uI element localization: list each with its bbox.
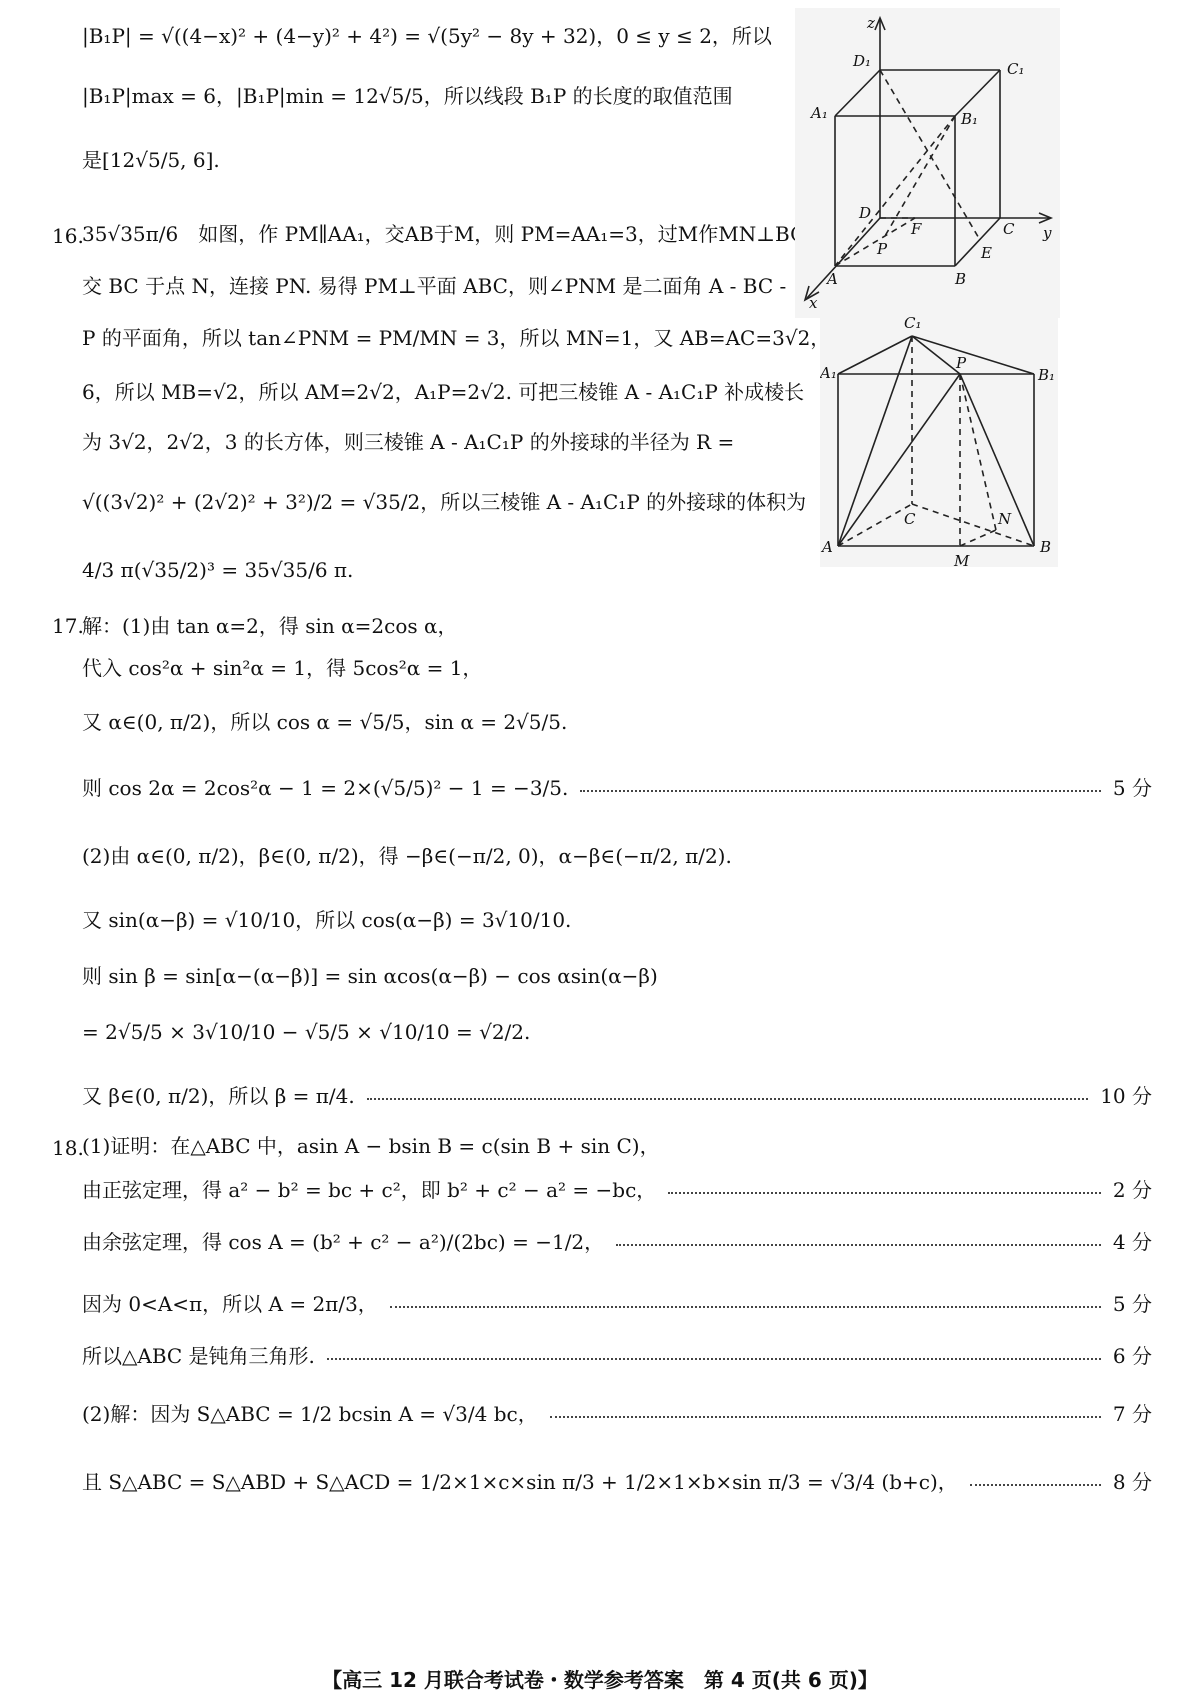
score-label: 5 分: [1112, 776, 1152, 800]
prism-figure: [820, 312, 1058, 567]
label-A: A: [827, 270, 838, 288]
step-text: 因为 0<A<π，所以 A = 2π/3，: [82, 1292, 378, 1316]
text-line: √((3√2)² + (2√2)² + 3²)/2 = √35/2，所以三棱锥 A - A₁C₁P 的外接球的体积为: [82, 490, 807, 514]
text-line: 解：(1)由 tan α=2，得 sin α=2cos α，: [82, 614, 458, 638]
scored-step: [82, 772, 1152, 801]
step-text: 又 β∈(0, π/2)，所以 β = π/4.: [82, 1084, 355, 1108]
label-A1: A₁: [811, 104, 828, 122]
hidden-edge: [838, 504, 912, 546]
label-P: P: [877, 240, 888, 258]
label-M: M: [954, 552, 970, 567]
cube-figure: [795, 8, 1060, 318]
label-B: B: [1040, 538, 1052, 556]
score-label: 8 分: [1112, 1470, 1152, 1494]
dot-leader: [550, 1416, 1101, 1418]
step-text: 所以△ABC 是钝角三角形.: [82, 1344, 315, 1368]
edge: [838, 374, 960, 546]
label-x: x: [809, 294, 818, 312]
label-F: F: [911, 220, 922, 238]
score-label: 5 分: [1112, 1292, 1152, 1316]
scored-step: [82, 1288, 1152, 1317]
score-label: 10 分: [1100, 1084, 1152, 1108]
label-D: D: [859, 204, 872, 222]
page-footer: 【高三 12 月联合考试卷・数学参考答案 第 4 页(共 6 页)】: [322, 1668, 878, 1692]
dot-leader: [390, 1306, 1101, 1308]
text-line: 6，所以 MB=√2，所以 AM=2√2，A₁P=2√2. 可把三棱锥 A - A₁C₁P 补成棱长: [82, 380, 805, 404]
dot-leader: [970, 1484, 1101, 1486]
step-text: 则 cos 2α = 2cos²α − 1 = 2×(√5/5)² − 1 = −3/5.: [82, 776, 569, 800]
label-z: z: [867, 14, 875, 32]
text-line: 又 sin(α−β) = √10/10，所以 cos(α−β) = 3√10/10.: [82, 908, 572, 932]
scored-step: [82, 1340, 1152, 1369]
score-label: 6 分: [1112, 1344, 1152, 1368]
text-line: 是[12√5/5, 6].: [82, 148, 220, 172]
question-number: 16.: [52, 224, 84, 248]
text-line: 交 BC 于点 N，连接 PN. 易得 PM⊥平面 ABC，则∠PNM 是二面角 A - BC -: [82, 274, 787, 298]
scored-step: [82, 1398, 1152, 1427]
label-C1: C₁: [1007, 60, 1025, 78]
step-text: (2)解：因为 S△ABC = 1/2 bcsin A = √3/4 bc，: [82, 1402, 538, 1426]
label-C: C: [904, 510, 916, 528]
scored-step: [82, 1080, 1152, 1109]
hidden-edge: [835, 116, 955, 266]
label-E: E: [981, 244, 992, 262]
label-B: B: [955, 270, 967, 288]
label-N: N: [998, 510, 1012, 528]
edge: [912, 336, 1034, 374]
scored-step: [82, 1174, 1152, 1203]
edge: [835, 70, 880, 116]
text-line: |B₁P|max = 6，|B₁P|min = 12√5/5，所以线段 B₁P 的长度的取值范围: [82, 84, 733, 108]
label-A: A: [822, 538, 833, 556]
text-line: (2)由 α∈(0, π/2)，β∈(0, π/2)，得 −β∈(−π/2, 0)，α−β∈(−π/2, π/2).: [82, 844, 732, 868]
step-text: 且 S△ABC = S△ABD + S△ACD = 1/2×1×c×sin π/3 + 1/2×1×b×sin π/3 = √3/4 (b+c)，: [82, 1470, 958, 1494]
edge: [955, 218, 1000, 266]
label-B1: B₁: [1038, 366, 1056, 384]
hidden-edge: [880, 70, 980, 240]
text-line: 又 α∈(0, π/2)，所以 cos α = √5/5，sin α = 2√5/5.: [82, 710, 568, 734]
label-C: C: [1003, 220, 1015, 238]
score-label: 7 分: [1112, 1402, 1152, 1426]
step-text: 由余弦定理，得 cos A = (b² + c² − a²)/(2bc) = −1/2，: [82, 1230, 605, 1254]
dot-leader: [668, 1192, 1101, 1194]
question-number: 17.: [52, 614, 84, 638]
dot-leader: [580, 790, 1101, 792]
hidden-edge: [960, 530, 996, 546]
score-label: 4 分: [1112, 1230, 1152, 1254]
label-C1: C₁: [904, 314, 922, 332]
label-y: y: [1043, 224, 1052, 242]
label-D1: D₁: [853, 52, 872, 70]
x-axis: [807, 218, 880, 298]
scored-step: [82, 1226, 1152, 1255]
edge: [912, 336, 960, 374]
scored-step: [82, 1466, 1152, 1495]
dot-leader: [367, 1098, 1088, 1100]
label-B1: B₁: [961, 110, 979, 128]
hidden-edge: [835, 218, 915, 266]
text-line: = 2√5/5 × 3√10/10 − √5/5 × √10/10 = √2/2.: [82, 1020, 531, 1044]
score-label: 2 分: [1112, 1178, 1152, 1202]
text-line: (1)证明：在△ABC 中，asin A − bsin B = c(sin B + sin C)，: [82, 1134, 660, 1158]
label-P: P: [956, 354, 967, 372]
dot-leader: [327, 1358, 1101, 1360]
dot-leader: [616, 1244, 1101, 1246]
text-line: 4/3 π(√35/2)³ = 35√35/6 π.: [82, 558, 354, 582]
text-line: 代入 cos²α + sin²α = 1，得 5cos²α = 1，: [82, 656, 483, 680]
text-line: P 的平面角，所以 tan∠PNM = PM/MN = 3，所以 MN=1，又 AB=AC=3√2，BC=: [82, 326, 878, 350]
hidden-edge: [960, 374, 996, 530]
text-line: 35√35π/6 如图，作 PM∥AA₁，交AB于M，则 PM=AA₁=3，过M作MN⊥BC: [82, 222, 806, 246]
text-line: |B₁P| = √((4−x)² + (4−y)² + 4²) = √(5y² − 8y + 32)，0 ≤ y ≤ 2，所以: [82, 24, 772, 48]
step-text: 由正弦定理，得 a² − b² = bc + c²，即 b² + c² − a² = −bc，: [82, 1178, 657, 1202]
question-number: 18.: [52, 1136, 84, 1160]
text-line: 则 sin β = sin[α−(α−β)] = sin αcos(α−β) − cos αsin(α−β): [82, 964, 658, 988]
edge: [960, 374, 1034, 546]
label-A1: A₁: [820, 364, 837, 382]
text-line: 为 3√2，2√2，3 的长方体，则三棱锥 A - A₁C₁P 的外接球的半径为 R =: [82, 430, 735, 454]
